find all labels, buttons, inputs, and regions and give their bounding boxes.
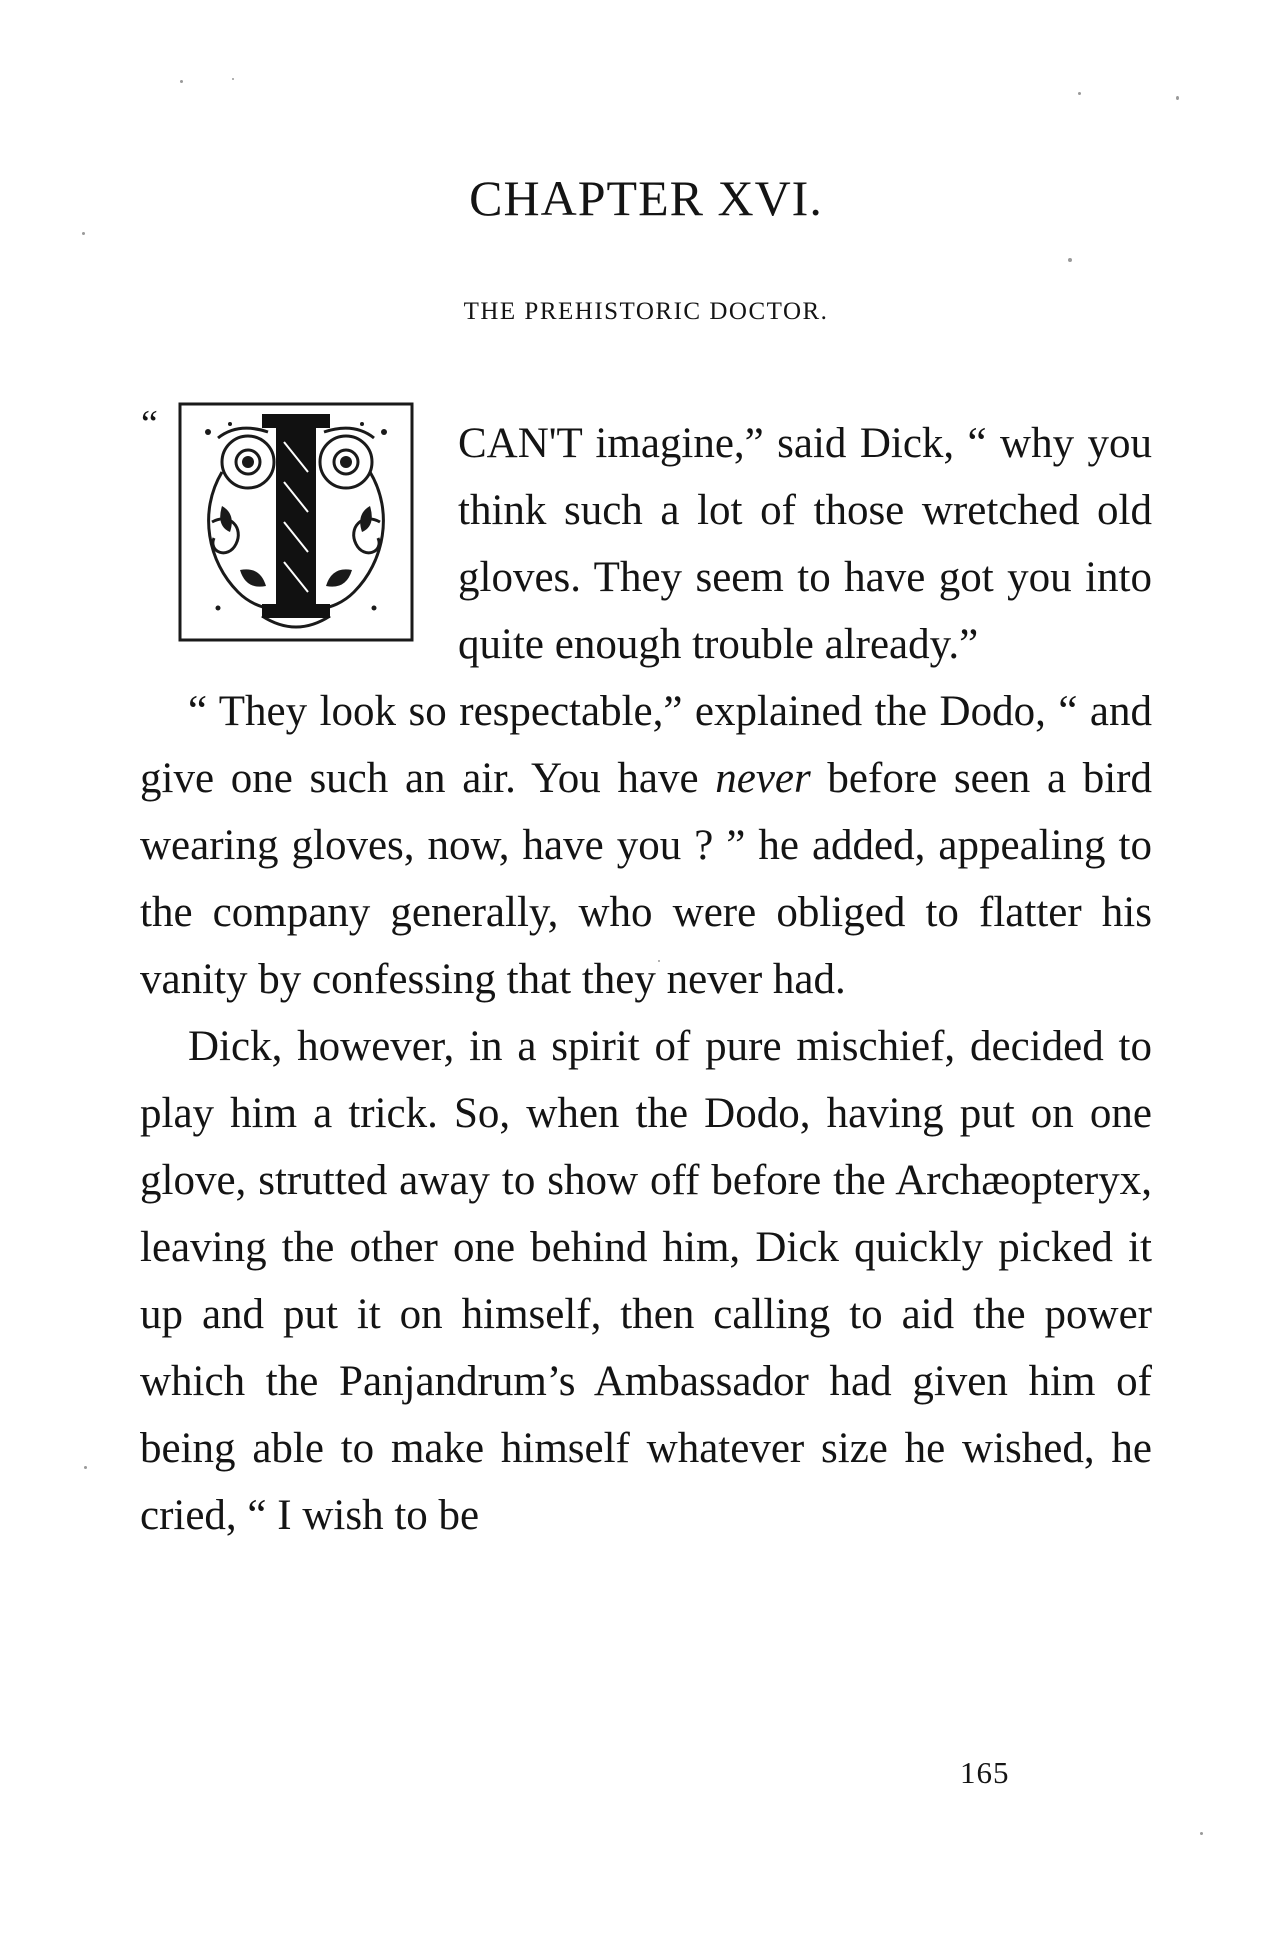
scan-speck [232, 78, 234, 80]
chapter-title: CHAPTER XVI. [469, 170, 823, 226]
scan-speck [1078, 92, 1081, 95]
scan-speck [180, 80, 183, 83]
paragraph-2-text-end: before seen a bird wearing gloves, now, have you ? ” he added, appealing to the company generally, who were obliged to flatter his vanity by confessing that they never had. [140, 755, 1152, 1003]
page-number: 165 [960, 1755, 1010, 1790]
paragraph-1 [140, 410, 1152, 1549]
chapter-subtitle: THE PREHISTORIC DOCTOR. [463, 298, 829, 325]
scan-speck [84, 1466, 87, 1469]
paragraph-2-text-start: “ They look so respectable,” explained the Dodo, “ and give one such an air. You have [140, 688, 1152, 802]
paragraph-1-text: CAN'T imagine,” said Dick, “ why you think such a lot of those wretched old gloves. They seem to have got you into quite enough trouble already.” [458, 420, 1152, 668]
paragraph-2 [140, 678, 1152, 1013]
scan-speck [1200, 1832, 1203, 1835]
paragraph-3: Dick, however, in a spirit of pure mischief, decided to play him a trick. So, when the Dodo, having put on one glove, strutted away to show off before the Archæopteryx, leaving the other one behind him, Dick quickly picked it up and put it on himself, then calling to aid the power which the Panjandrum’s Ambassador had given him of being able to make himself whatever size he wished, he cried, “ I wish to be [140, 1023, 1152, 1539]
emphasis-never: never [715, 755, 811, 802]
drop-cap-space [140, 410, 458, 678]
scan-speck [82, 232, 85, 235]
scan-speck [1068, 258, 1072, 262]
scan-speck [1176, 96, 1179, 100]
opening-quote-mark: “ [141, 403, 158, 445]
